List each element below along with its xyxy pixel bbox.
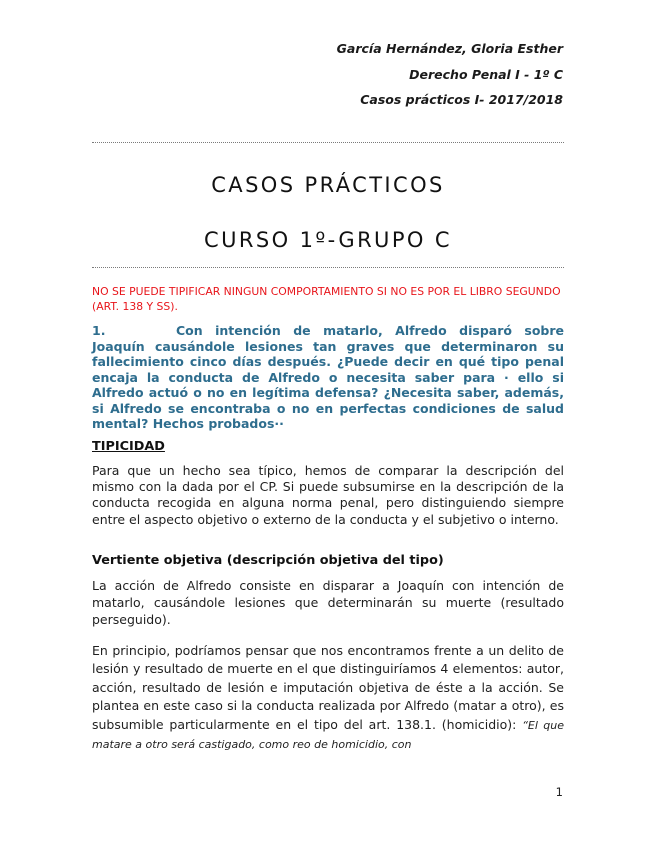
page-header xyxy=(337,36,563,113)
document-title: CASOS PRÁCTICOS xyxy=(211,173,445,197)
header-term: Casos prácticos I- 2017/2018 xyxy=(360,92,563,107)
document-subtitle: CURSO 1º-GRUPO C xyxy=(204,228,452,252)
divider-top xyxy=(92,142,564,143)
header-course: Derecho Penal I - 1º C xyxy=(409,66,563,82)
header-author: García Hernández, Gloria Esther xyxy=(336,41,563,56)
divider-bottom xyxy=(92,267,564,268)
quote-article-138: “El que matare a otro será castigado, como reo de homicidio, con xyxy=(92,718,564,752)
red-note: NO SE PUEDE TIPIFICAR NINGUN COMPORTAMIENTO SI NO ES POR EL LIBRO SEGUNDO (ART. 138 Y SS). xyxy=(92,285,561,313)
heading-vertiente-objetiva: Vertiente objetiva (descripción objetiva del tipo) xyxy=(92,553,444,568)
paragraph-principio-text: En principio, podríamos pensar que nos encontramos frente a un delito de lesión y resultado de muerte en el que distinguiríamos 4 elementos: autor, acción, resultado de lesión e imputación objetiva de éste a la acción. Se plantea en este caso si la conducta realizada por Alfredo (matar a otro), es subsumible particularmente en el tipo del art. 138.1. (homicidio): xyxy=(92,643,564,732)
paragraph-principio xyxy=(92,642,564,754)
case-question xyxy=(92,323,564,432)
heading-tipicidad: TIPICIDAD xyxy=(92,439,165,454)
question-text: Con intención de matarlo, Alfredo disparó sobre Joaquín causándole lesiones tan graves que determinaron su fallecimiento cinco días después. ¿Puede decir en qué tipo penal encaja la conducta de Alfredo o necesita saber para · ello si Alfredo actuó o no en legítima defensa? ¿Necesita saber, además, si Alfredo se encontraba o no en perfectas condiciones de salud mental? Hechos probados·· xyxy=(92,323,564,431)
page-number: 1 xyxy=(555,785,563,799)
paragraph-tipicidad: Para que un hecho sea típico, hemos de comparar la descripción del mismo con la dada por el CP. Si puede subsumirse en la descripción de la conducta recogida en alguna norma penal, pero distinguiendo siempre entre el aspecto objetivo o externo de la conducta y el subjetivo o interno. xyxy=(92,463,564,527)
paragraph-accion: La acción de Alfredo consiste en disparar a Joaquín con intención de matarlo, causándole lesiones que determinarán su muerte (resultado perseguido). xyxy=(92,578,564,627)
question-number: 1. xyxy=(92,323,106,338)
